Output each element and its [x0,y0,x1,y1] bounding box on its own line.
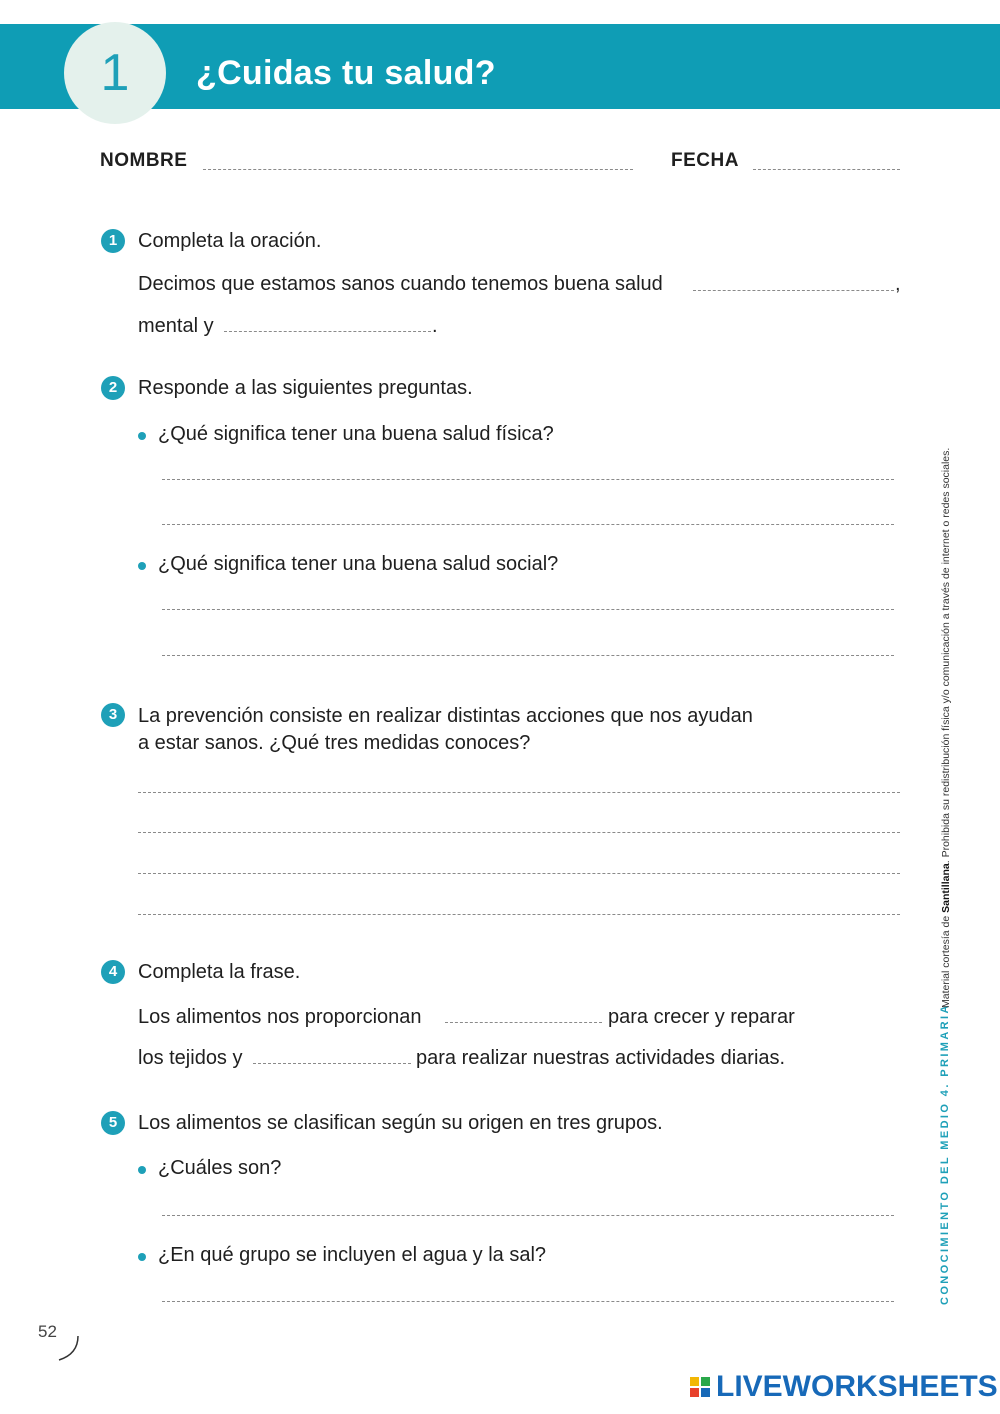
q4-line2-part1: los tejidos y [138,1047,243,1069]
q1-sentence-part2: mental y [138,315,214,337]
q3-answer-line-4[interactable] [138,914,900,915]
q5-answer-line-1[interactable] [162,1215,894,1216]
q1-sentence-end: . [432,315,438,337]
subject-label: CONOCIMIENTO DEL MEDIO 4. PRIMARIA [939,1003,951,1305]
question-4-title: Completa la frase. [138,961,301,983]
q1-blank-social[interactable] [224,331,431,332]
question-5-title: Los alimentos se clasifican según su origen en tres grupos. [138,1112,663,1134]
bullet-dot [138,562,146,570]
page-title: ¿Cuidas tu salud? [196,54,496,92]
question-4-number: 4 [101,960,125,984]
q1-blank-physical[interactable] [693,290,894,291]
q1-sentence-part1: Decimos que estamos sanos cuando tenemos buena salud [138,273,663,295]
q2-bullet-physical: ¿Qué significa tener una buena salud física? [158,423,554,445]
q2-answer-line-1[interactable] [162,479,894,480]
question-1-number: 1 [101,229,125,253]
q4-line1-part2: para crecer y reparar [608,1006,795,1028]
liveworksheets-logo[interactable] [690,1372,998,1402]
page-corner-curl-icon [56,1334,82,1362]
q4-blank-2[interactable] [253,1063,411,1064]
q2-bullet-social: ¿Qué significa tener una buena salud social? [158,553,559,575]
name-input[interactable] [203,169,633,170]
unit-number-badge [64,22,166,124]
logo-text: LIVEWORKSHEETS [716,1370,998,1403]
q3-answer-line-3[interactable] [138,873,900,874]
q2-answer-line-2[interactable] [162,524,894,525]
q5-answer-line-2[interactable] [162,1301,894,1302]
copyright-prefix: Material cortesía de [940,912,952,1008]
date-label: FECHA [671,150,739,171]
question-2-title: Responde a las siguientes preguntas. [138,377,473,399]
q3-answer-line-2[interactable] [138,832,900,833]
question-2-number: 2 [101,376,125,400]
q1-sentence-comma: , [895,273,901,295]
q2-answer-line-4[interactable] [162,655,894,656]
page-number: 52 [38,1322,57,1341]
bullet-dot [138,1253,146,1261]
question-3-title-line1: La prevención consiste en realizar distintas acciones que nos ayudan [138,705,753,727]
date-input[interactable] [753,169,900,170]
name-label: NOMBRE [100,150,188,171]
copyright-note [940,448,952,1008]
bullet-dot [138,1166,146,1174]
q2-answer-line-3[interactable] [162,609,894,610]
copyright-brand: Santillana [940,863,952,913]
unit-number: 1 [100,44,130,102]
question-5-number: 5 [101,1111,125,1135]
q4-line2-part2: para realizar nuestras actividades diarias. [416,1047,786,1069]
bullet-dot [138,432,146,440]
question-3-title-line2: a estar sanos. ¿Qué tres medidas conoces? [138,732,531,754]
q3-answer-line-1[interactable] [138,792,900,793]
q5-bullet-water-salt: ¿En qué grupo se incluyen el agua y la sal? [158,1244,547,1266]
question-1-title: Completa la oración. [138,230,322,252]
question-3-number: 3 [101,703,125,727]
logo-blocks-icon [690,1377,710,1397]
q4-line1-part1: Los alimentos nos proporcionan [138,1006,422,1028]
q4-blank-1[interactable] [445,1022,602,1023]
copyright-suffix: . Prohibida su redistribución física y/o comunicación a través de internet o redes sociales. [940,447,952,864]
q5-bullet-groups: ¿Cuáles son? [158,1157,282,1179]
